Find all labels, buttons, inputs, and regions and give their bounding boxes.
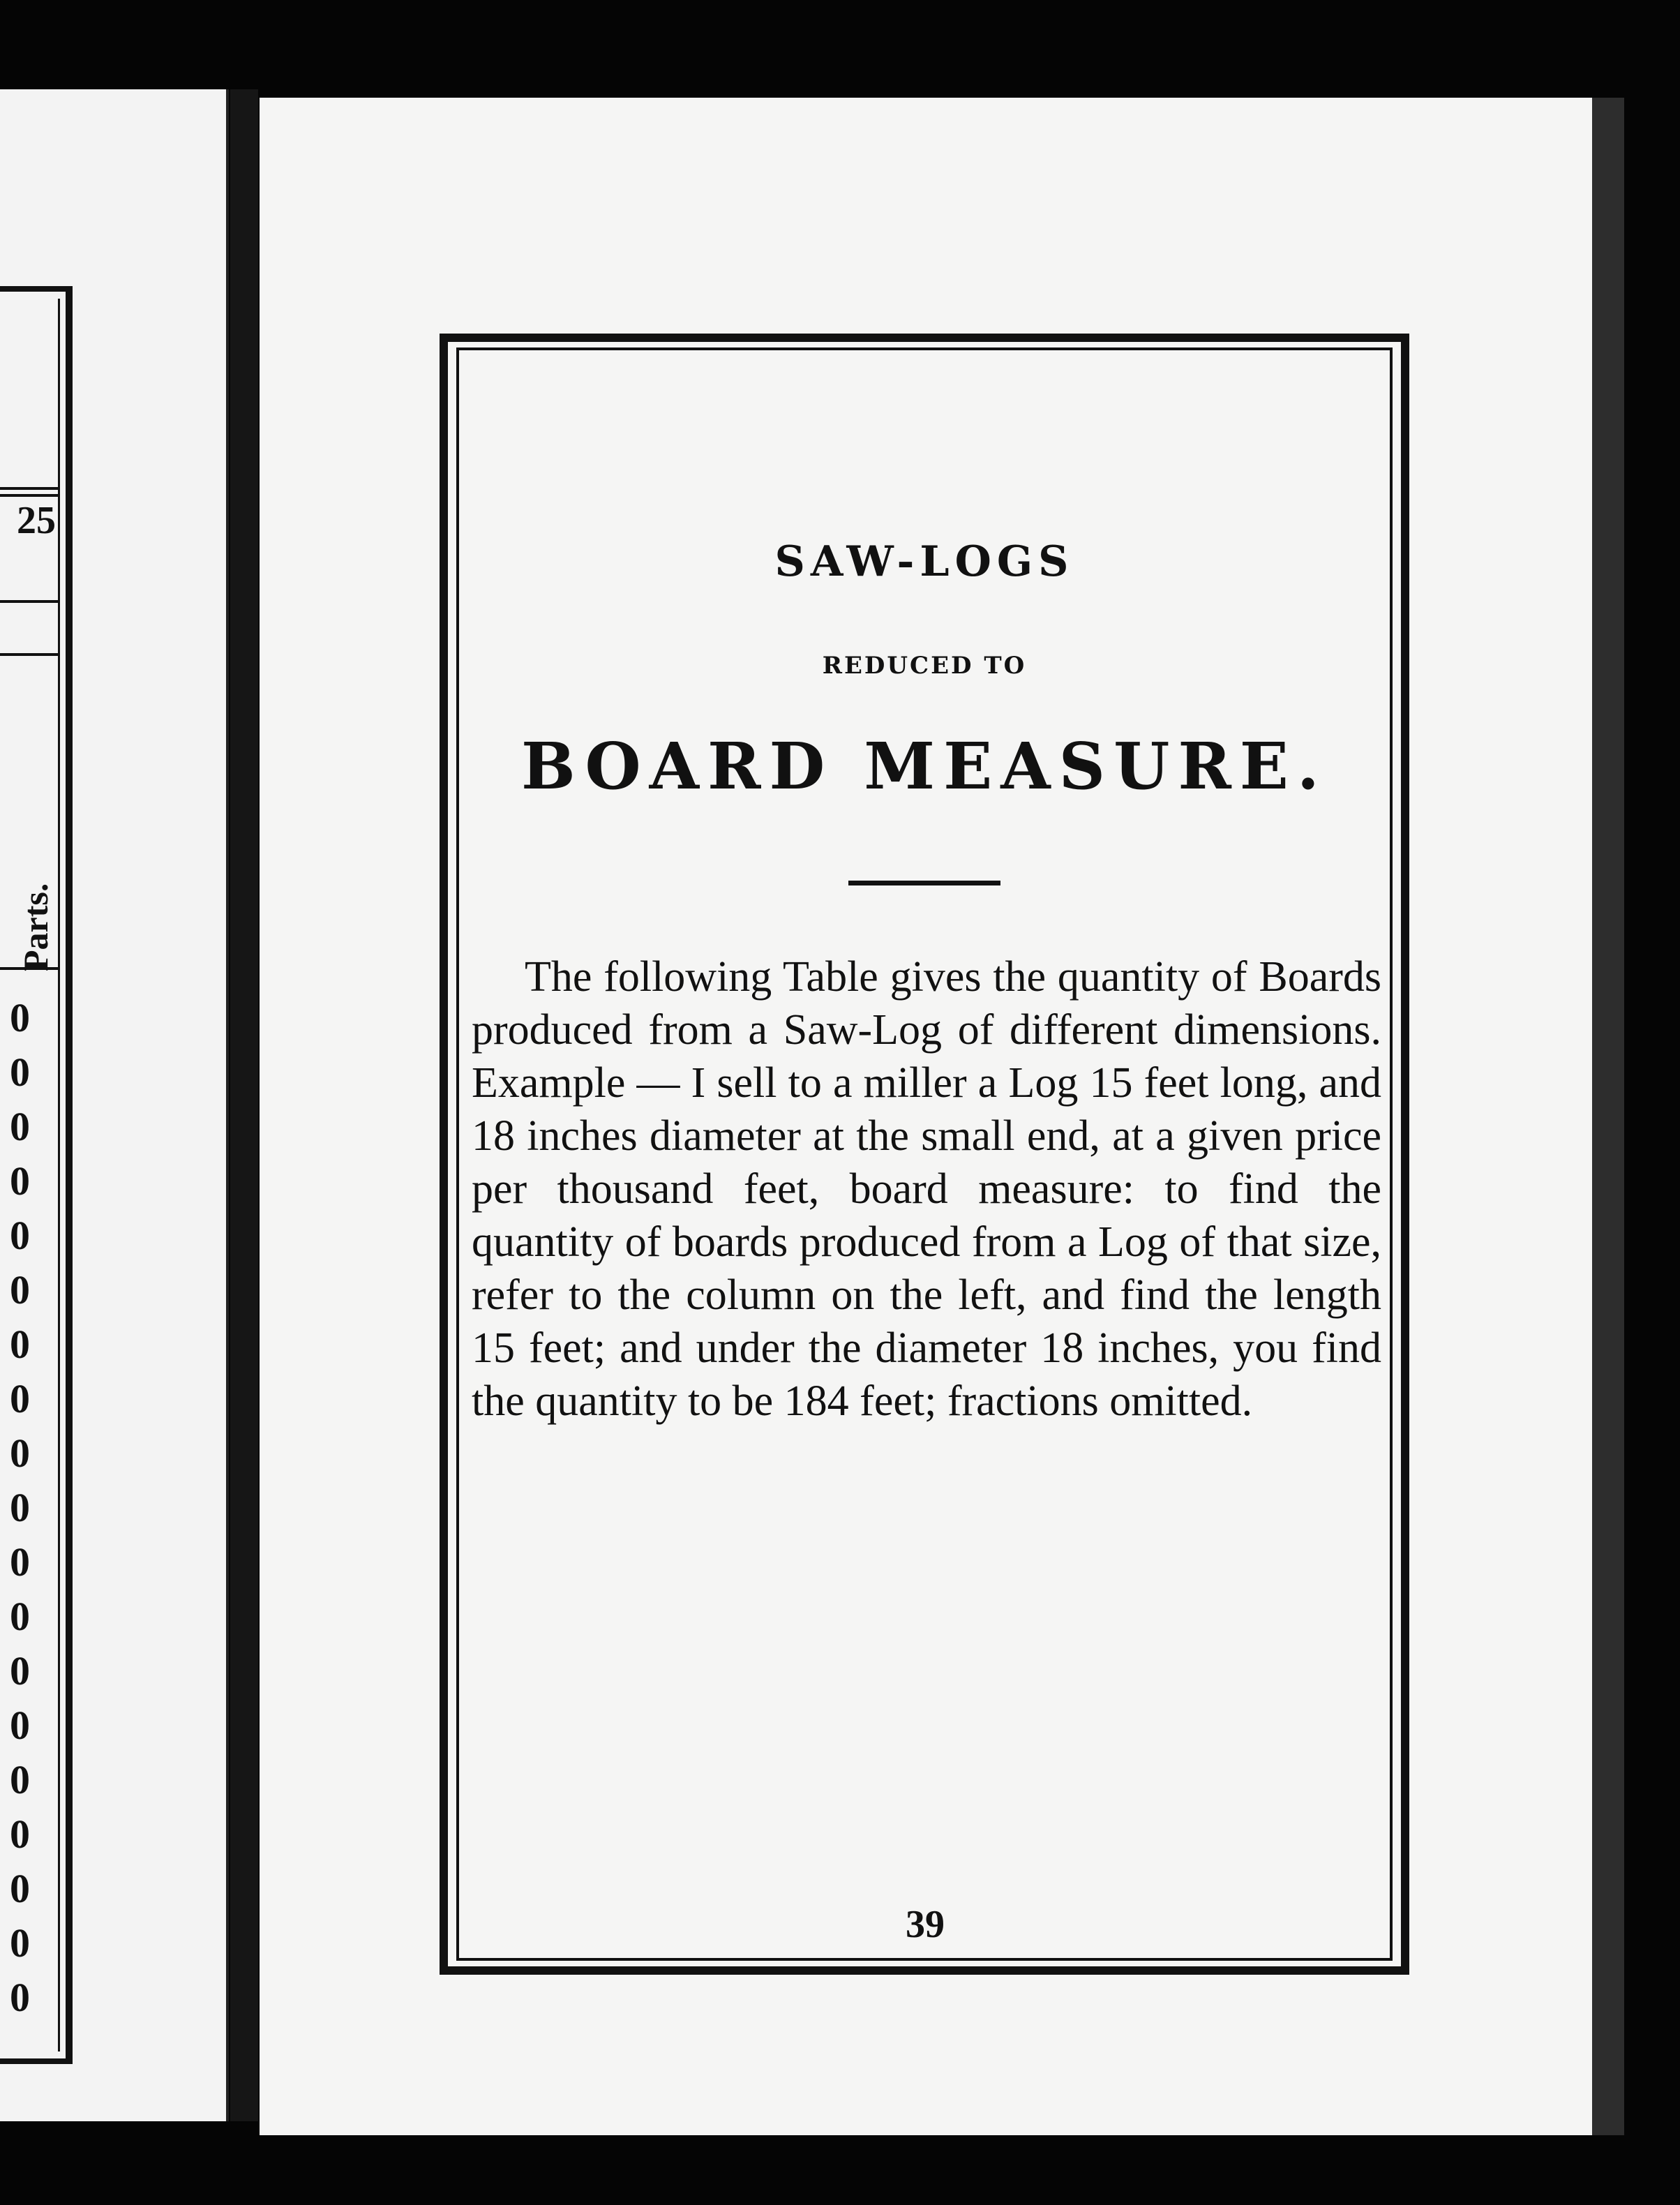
left-digit: 0 [10,1376,30,1421]
left-table-rule [0,600,59,603]
left-table-rule [0,494,59,497]
page-number: 39 [906,1903,945,1946]
left-digit: 0 [10,1267,30,1313]
left-digit: 0 [10,1213,30,1258]
left-table-rule [0,967,59,970]
left-digit: 0 [10,1975,30,2020]
page-title-board-measure: BOARD MEASURE. [521,728,1328,804]
left-digit: 0 [10,1104,30,1149]
left-digit: 0 [10,1866,30,1911]
left-digit: 0 [10,1703,30,1748]
left-digit: 0 [10,1757,30,1802]
book-gutter [230,89,258,2121]
left-digit: 0 [10,1811,30,1857]
title-divider [848,881,1000,885]
left-digit: 0 [10,995,30,1040]
left-digit: 0 [10,1322,30,1367]
left-column-label: Parts. [16,883,55,971]
page-subtitle: REDUCED TO [822,652,1027,680]
left-digit-column [10,991,59,2025]
left-digit: 0 [10,1920,30,1966]
left-digit: 0 [10,1485,30,1530]
left-digit: 0 [10,1430,30,1476]
left-digit: 0 [10,1049,30,1095]
body-paragraph: The following Table gives the quantity of Boards produced from a Saw-Log of different dimensions. Example — I sell to a miller a Log 15 feet long, and 18 inches diameter at the small end, at a given price per thousand feet, board measure: to find the quantity of boards produced from a Log of that size, refer to the column on the left, and find the length 15 feet; and under the diameter 18 inches, you find the quantity to be 184 feet; fractions omitted. [472,953,1381,1425]
left-digit: 0 [10,1539,30,1585]
left-table-rule [0,653,59,656]
left-column-header: 25 [17,499,56,542]
left-digit: 0 [10,1594,30,1639]
page-title-saw-logs: SAW-LOGS [774,537,1074,586]
left-digit: 0 [10,1648,30,1694]
left-table-rule [0,487,59,490]
left-digit: 0 [10,1158,30,1204]
left-page-fragment [0,89,229,2121]
